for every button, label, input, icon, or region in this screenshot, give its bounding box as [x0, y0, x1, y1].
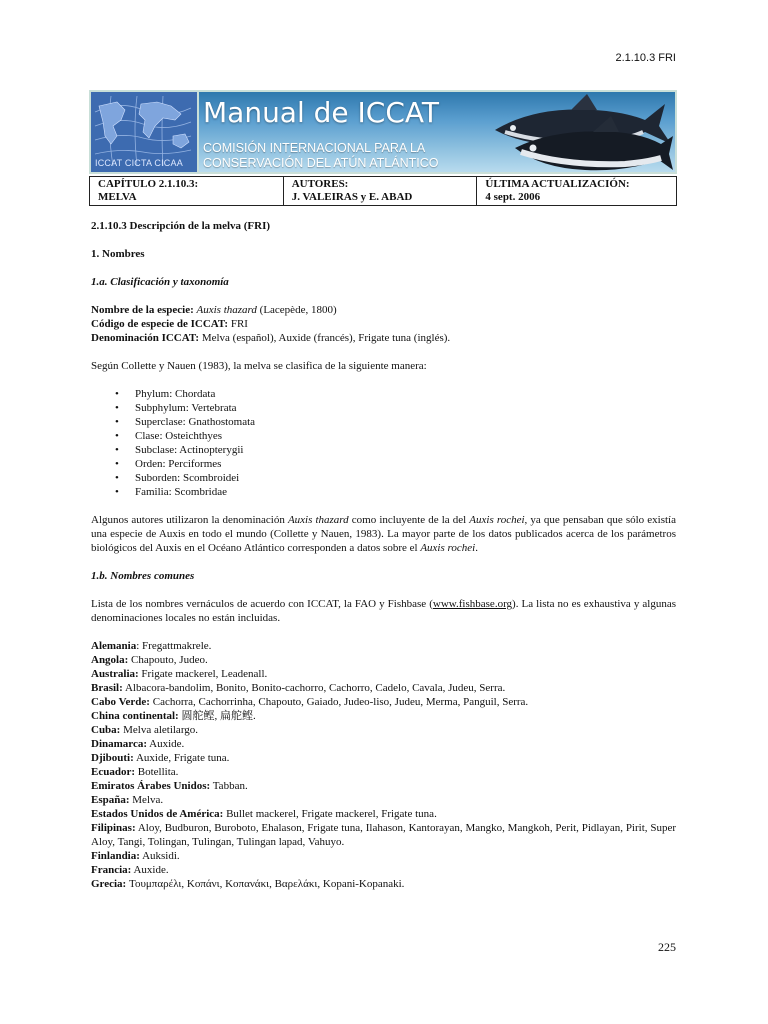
vernacular-names: Tabban.: [212, 780, 248, 792]
page-number: 225: [658, 940, 676, 954]
country-name: España:: [91, 794, 130, 806]
paragraph-text: , ya que pensaban que sólo existía una especie de Auxis en todo el mundo (Collette y Nauen, 1983). La mayor parte de los datos publicados acerca de los parámetros biológicos del Auxis en el Océano Atlántico corresponden a datos sobre el: [91, 514, 676, 554]
country-name: Alemania: [91, 640, 137, 652]
list-item: [91, 793, 676, 807]
species-italic: Auxis thazard: [287, 514, 349, 526]
updated-label: ÚLTIMA ACTUALIZACIÓN:: [485, 178, 630, 190]
list-item: [91, 667, 676, 681]
document-body: [91, 219, 676, 891]
paragraph-text: .: [475, 542, 478, 554]
paragraph-text: como incluyente de la del: [348, 514, 470, 526]
document-code: 2.1.10.3 FRI: [615, 52, 676, 64]
banner-subtitle-line1: COMISIÓN INTERNACIONAL PARA LA: [203, 141, 426, 155]
updated-value: 4 sept. 2006: [485, 191, 541, 203]
list-item: • Clase: Osteichthyes: [135, 429, 676, 443]
list-item: [91, 877, 676, 891]
updated-cell: [477, 177, 677, 206]
country-name: Francia:: [91, 864, 132, 876]
country-name: Filipinas:: [91, 822, 136, 834]
vernacular-names: Melva.: [132, 794, 164, 806]
list-item: • Familia: Scombridae: [135, 485, 676, 499]
species-code-line: [91, 317, 676, 331]
fishbase-link[interactable]: www.fishbase.org: [432, 598, 513, 610]
iccat-banner: [89, 90, 677, 174]
common-names-intro: [91, 597, 676, 625]
heading-nombres-comunes: 1.b. Nombres comunes: [91, 570, 195, 582]
list-item: [91, 779, 676, 793]
country-name: Brasil:: [91, 682, 123, 694]
denomination-label: Denominación ICCAT:: [91, 332, 200, 344]
vernacular-names: 圆舵鲣, 扁舵鲣.: [181, 710, 256, 722]
species-name: Auxis thazard: [196, 304, 257, 316]
vernacular-names: Frigate mackerel, Leadenall.: [141, 668, 268, 680]
vernacular-names: Albacora-bandolim, Bonito, Bonito-cachorro, Cachorro, Cadelo, Cavala, Judeu, Serra.: [124, 682, 506, 694]
list-item: [91, 863, 676, 877]
species-italic: Auxis rochei: [469, 514, 525, 526]
vernacular-names: Auxide.: [133, 864, 169, 876]
denomination-line: [91, 331, 676, 345]
chapter-value: MELVA: [98, 191, 137, 203]
vernacular-names: Auksidi.: [142, 850, 180, 862]
list-item: [91, 709, 676, 723]
paragraph-text: Lista de los nombres vernáculos de acuerdo con ICCAT, la FAO y Fishbase (: [91, 598, 433, 610]
chapter-cell: [90, 177, 284, 206]
chapter-label: CAPÍTULO 2.1.10.3:: [98, 178, 199, 190]
banner-title: Manual de ICCAT: [203, 96, 439, 129]
list-item: [91, 849, 676, 863]
paragraph-text: ). La lista no es exhaustiva y algunas denominaciones locales no están incluidas.: [91, 598, 677, 624]
list-item: [91, 653, 676, 667]
country-name: Cuba:: [91, 724, 121, 736]
country-name: Angola:: [91, 654, 129, 666]
list-item: [91, 737, 676, 751]
country-name: Australia:: [91, 668, 139, 680]
authors-cell: [283, 177, 477, 206]
species-italic: Auxis rochei: [420, 542, 476, 554]
denomination-value: Melva (español), Auxide (francés), Frigate tuna (inglés).: [201, 332, 451, 344]
banner-subtitle-line2: CONSERVACIÓN DEL ATÚN ATLÁNTICO: [203, 156, 439, 170]
authors-label: AUTORES:: [291, 178, 349, 190]
list-item: • Suborden: Scombroidei: [135, 471, 676, 485]
list-item: [91, 723, 676, 737]
vernacular-names: Botellita.: [137, 766, 179, 778]
vernacular-names: Chapouto, Judeo.: [131, 654, 208, 666]
list-item: • Orden: Perciformes: [135, 457, 676, 471]
list-item: [91, 695, 676, 709]
list-item: [91, 765, 676, 779]
vernacular-names: Auxide, Frigate tuna.: [135, 752, 230, 764]
species-author: (Lacepède, 1800): [259, 304, 337, 316]
common-names-list: [91, 639, 676, 891]
list-item: [91, 751, 676, 765]
separator: :: [136, 640, 143, 652]
vernacular-names: Cachorra, Cachorrinha, Chapouto, Gaiado, Judeo-liso, Judeu, Merma, Panguil, Serra.: [152, 696, 529, 708]
country-name: Cabo Verde:: [91, 696, 150, 708]
list-item: [91, 821, 676, 849]
country-name: Djibouti:: [91, 752, 134, 764]
country-name: Finlandia:: [91, 850, 140, 862]
species-label: Nombre de la especie:: [91, 304, 194, 316]
country-name: Emiratos Árabes Unidos:: [91, 780, 211, 792]
list-item: • Superclase: Gnathostomata: [135, 415, 676, 429]
list-item: [91, 639, 676, 653]
species-code-value: FRI: [230, 318, 248, 330]
country-name: Estados Unidos de América:: [91, 808, 224, 820]
species-code-label: Código de especie de ICCAT:: [91, 318, 229, 330]
list-item: • Subphylum: Vertebrata: [135, 401, 676, 415]
taxonomy-list: [91, 387, 676, 499]
document-info-table: [89, 176, 677, 206]
species-line: [91, 303, 676, 317]
list-item: • Phylum: Chordata: [135, 387, 676, 401]
classification-intro: Según Collette y Nauen (1983), la melva se clasifica de la siguiente manera:: [91, 360, 427, 372]
heading-clasificacion: 1.a. Clasificación y taxonomía: [91, 276, 229, 288]
list-item: [91, 807, 676, 821]
country-name: Grecia:: [91, 878, 127, 890]
iccat-logo: [91, 92, 199, 172]
country-name: Ecuador:: [91, 766, 135, 778]
vernacular-names: Auxide.: [149, 738, 185, 750]
heading-nombres: 1. Nombres: [91, 248, 145, 260]
vernacular-names: Aloy, Budburon, Buroboto, Ehalason, Frigate tuna, Ilahason, Kantorayan, Mangko, Mangkoh, Perit, Pidlayan, Pirit, Super Aloy, Tangi, Tolingan, Tulingan, Tulingan lapad, Vahuyo.: [91, 822, 676, 848]
vernacular-names: Fregattmakrele.: [142, 640, 212, 652]
logo-text: ICCAT CICTA CICAA: [95, 158, 183, 168]
vernacular-names: Melva aletilargo.: [123, 724, 199, 736]
tuna-fish-illustration: [475, 92, 675, 172]
list-item: [91, 681, 676, 695]
paragraph-text: Algunos autores utilizaron la denominación: [91, 514, 288, 526]
country-name: China continental:: [91, 710, 179, 722]
vernacular-names: Bullet mackerel, Frigate mackerel, Frigate tuna.: [226, 808, 437, 820]
auxis-paragraph: [91, 513, 676, 555]
country-name: Dinamarca:: [91, 738, 148, 750]
list-item: • Subclase: Actinopterygii: [135, 443, 676, 457]
section-title: 2.1.10.3 Descripción de la melva (FRI): [91, 220, 271, 232]
vernacular-names: Τουμπαρέλι, Κοπάνι, Κοπανάκι, Βαρελάκι, Kopani-Kopanaki.: [128, 878, 405, 890]
authors-value: J. VALEIRAS y E. ABAD: [291, 191, 413, 203]
